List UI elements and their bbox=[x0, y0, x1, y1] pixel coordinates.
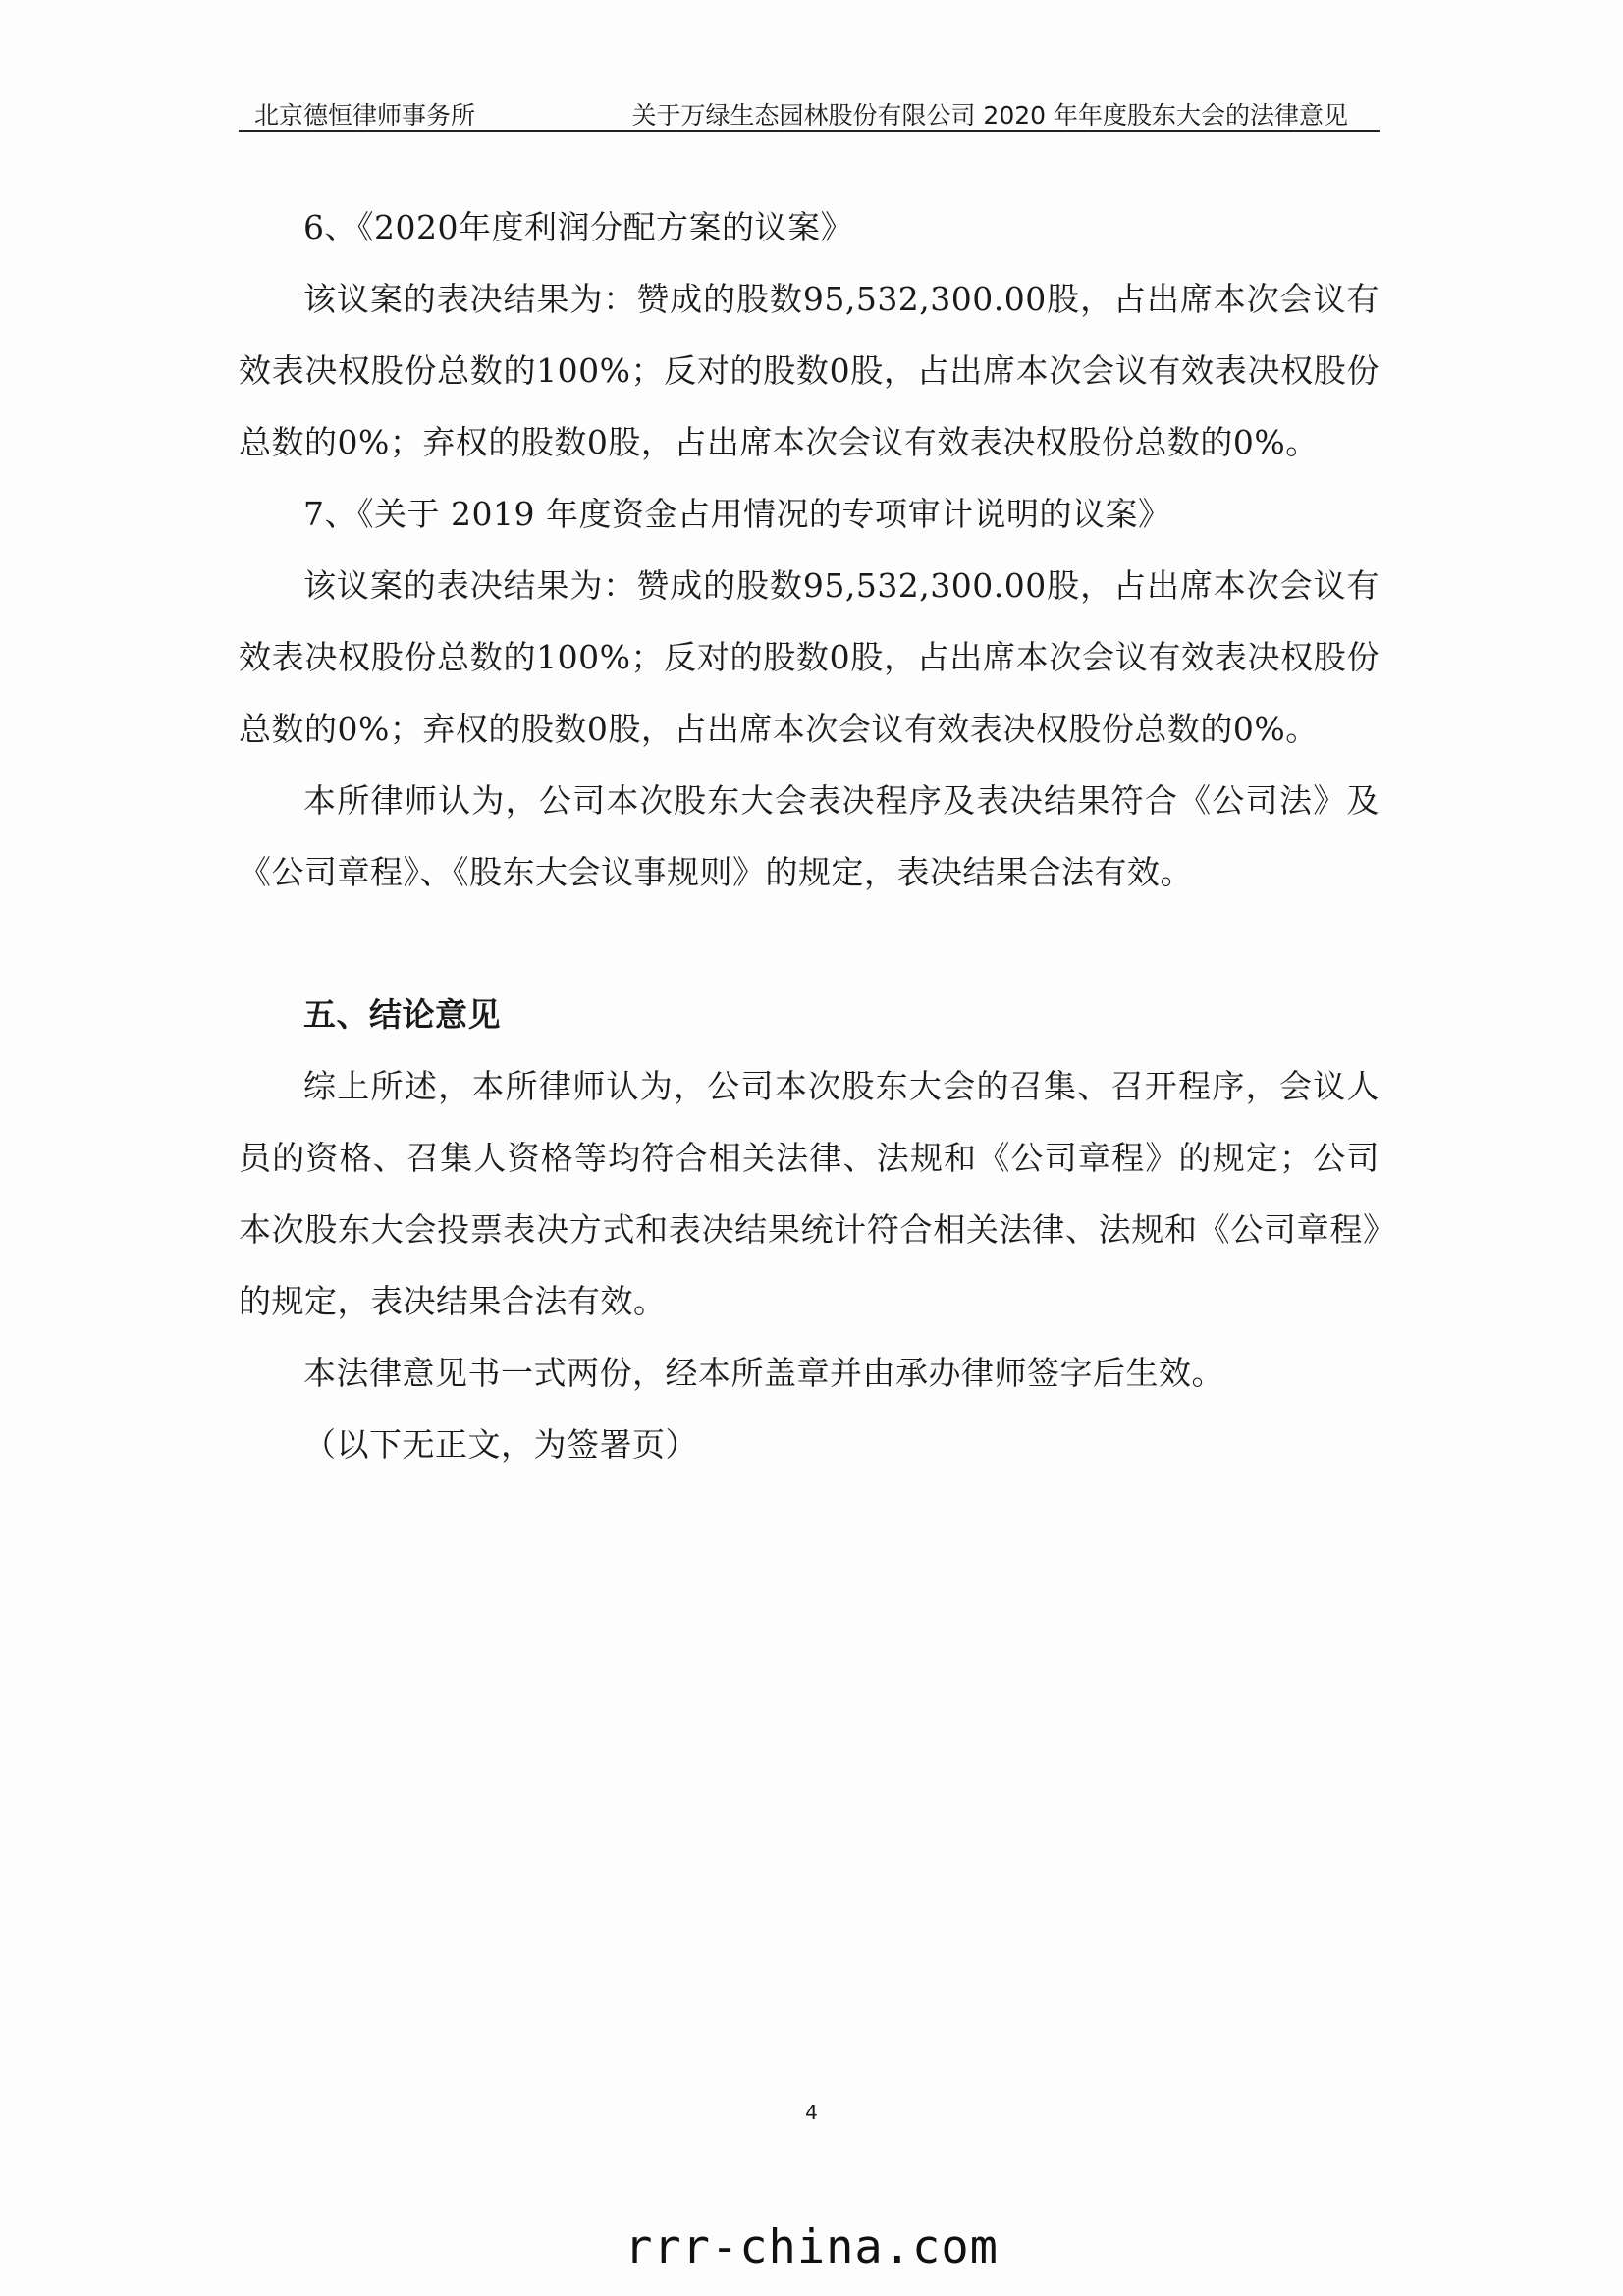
section-spacer bbox=[239, 908, 1380, 979]
item-6-vote-result: 该议案的表决结果为：赞成的股数95,532,300.00股，占出席本次会议有效表决权股份总数的100%；反对的股数0股，占出席本次会议有效表决权股份总数的0%；弃权的股数0股，占出席本次会议有效表决权股份总数的0%。 bbox=[239, 280, 1380, 461]
item-6-title: 6、《2020年度利润分配方案的议案》 bbox=[303, 208, 853, 246]
header-firm-name: 北京德恒律师事务所 bbox=[254, 101, 476, 130]
signature-page-note: （以下无正文，为签署页） bbox=[303, 1425, 698, 1464]
lawyer-opinion-paragraph: 本所律师认为，公司本次股东大会表决程序及表决结果符合《公司法》及《公司章程》、《股东大会议事规则》的规定，表决结果合法有效。 bbox=[239, 781, 1380, 891]
source-watermark: rrr-china.com bbox=[624, 2220, 999, 2274]
page-header bbox=[239, 96, 1380, 132]
section-5-heading: 五、结论意见 bbox=[303, 995, 501, 1034]
conclusion-paragraph: 综上所述，本所律师认为，公司本次股东大会的召集、召开程序，会议人员的资格、召集人资格等均符合相关法律、法规和《公司章程》的规定；公司本次股东大会投票表决方式和表决结果统计符合相关法律、法规和《公司章程》的规定，表决结果合法有效。 bbox=[239, 1067, 1380, 1320]
header-document-title: 关于万绿生态园林股份有限公司 2020 年年度股东大会的法律意见 bbox=[631, 101, 1348, 130]
item-7-vote-result: 该议案的表决结果为：赞成的股数95,532,300.00股，占出席本次会议有效表决权股份总数的100%；反对的股数0股，占出席本次会议有效表决权股份总数的0%；弃权的股数0股，占出席本次会议有效表决权股份总数的0%。 bbox=[239, 566, 1380, 748]
document-body bbox=[239, 191, 1380, 1480]
item-7-title: 7、《关于 2019 年度资金占用情况的专项审计说明的议案》 bbox=[303, 495, 1171, 533]
copies-paragraph: 本法律意见书一式两份，经本所盖章并由承办律师签字后生效。 bbox=[303, 1354, 1224, 1392]
page-number: 4 bbox=[805, 2101, 818, 2124]
